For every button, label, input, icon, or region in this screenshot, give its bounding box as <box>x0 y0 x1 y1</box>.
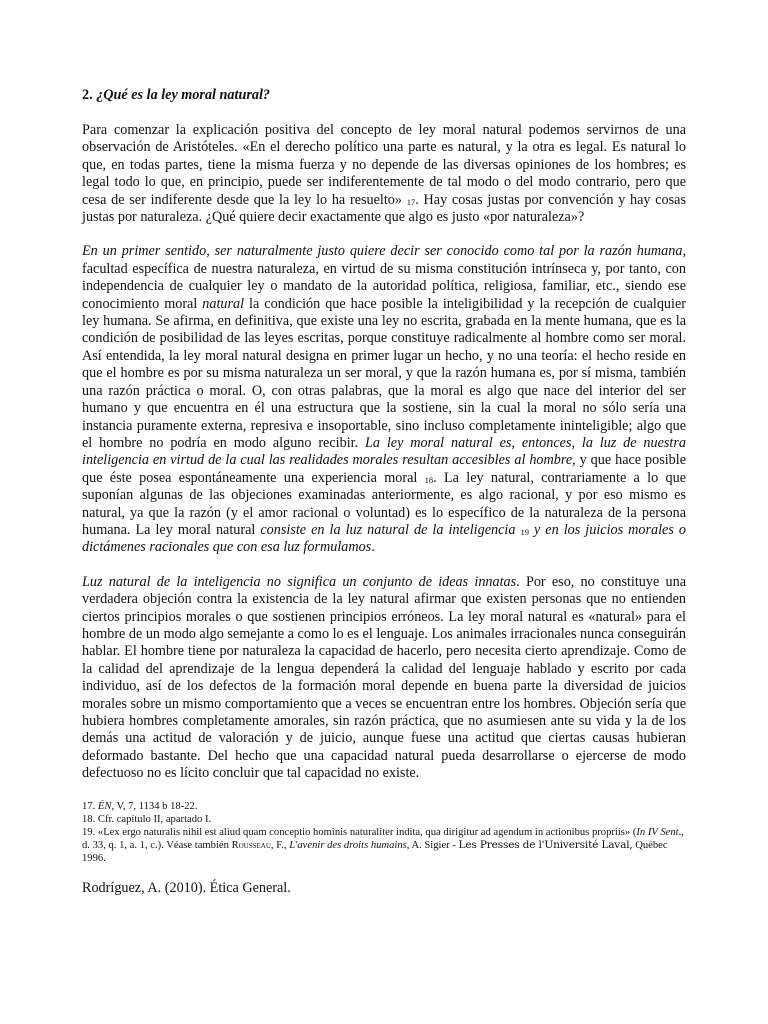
source-citation: Rodríguez, A. (2010). Ética General. <box>82 879 291 896</box>
italic-run: consiste en la luz natural de la inteligencia <box>260 521 521 538</box>
footnote-ref-19[interactable]: 19 <box>520 526 529 537</box>
italic-run: y en los juicios morales o dictámenes racionales que con esa luz formulamos <box>82 521 686 556</box>
footnote-ref-17[interactable]: 17 <box>406 196 416 207</box>
section-heading <box>82 86 686 104</box>
section-number: 2. <box>82 87 93 103</box>
publisher-run: Les Presses de l'Université Laval, <box>458 838 633 851</box>
text-run: . <box>371 539 375 556</box>
text-run: 19. «Lex ergo naturalis nihil est aliud quam conceptio hominis naturaliter indita, qua dirigitur ad agendum in actionibus propriis» ( <box>82 826 637 838</box>
footnotes <box>82 800 686 865</box>
text-run: , F., <box>270 839 290 851</box>
footnote-number: 17. <box>82 800 98 812</box>
italic-run: ÉN <box>97 800 112 812</box>
small-caps-run: Rousseau <box>231 839 271 851</box>
paragraph-2 <box>82 243 686 556</box>
italic-run: Luz natural de la inteligencia no significa un conjunto de ideas innatas <box>82 573 517 590</box>
text-run: . Hay cosas justas por convención y hay cosas justas por naturaleza. ¿Qué quiere decir exactamente que algo es justo «por naturaleza»? <box>82 191 686 226</box>
text-run: , A. Sigier - <box>406 839 459 851</box>
italic-run: En un primer sentido, ser naturalmente justo quiere decir ser conocido como tal por la razón humana <box>82 243 683 260</box>
footnote-ref-18[interactable]: 18 <box>424 474 434 485</box>
footnote-19 <box>82 826 686 865</box>
italic-run: natural <box>202 295 245 312</box>
paragraph-3 <box>82 574 686 783</box>
text-run: . La ley natural, contrariamente a lo que suponían algunas de las objeciones examinadas anteriormente, es algo racional, y por eso mismo es natural, ya que la razón (y el amor racional o voluntad) es lo específico de la naturaleza de la persona humana. La ley moral natural <box>82 469 686 538</box>
italic-run: La ley moral natural es, entonces, la luz de nuestra inteligencia en virtud de la cual las realidades morales resultan accesibles al hombre, <box>82 434 686 469</box>
text-run: la condición que hace posible la inteligibilidad y la recepción de cualquier ley humana. Se afirma, en definitiva, que existe una ley no escrita, grabada en la mente humana, que es la condición de posibilidad de las leyes escritas, porque constituye radicalmente al hombre como ser moral. Así entendida, la ley moral natural designa en primer lugar un hecho, y no una teoría: el hecho reside en que el hombre es por su misma naturaleza un ser moral, y que la razón humana es, por sí misma, también una razón práctica o moral. O, con otras palabras, que la moral es algo que nace del interior del ser humano y que encuentra en él una estructura que la sostiene, sin la cual la moral no sólo sería una instancia puramente externa, represiva e insoportable, sino incluso completamente ininteligible; algo que el hombre no podría en modo alguno recibir. <box>82 295 686 451</box>
text-run: y que hace posible que éste posea espontáneamente una experiencia moral <box>82 452 687 486</box>
footnote-18: 18. Cfr. capítulo II, apartado I. <box>82 813 212 825</box>
text-run: Para comenzar la explicación positiva del concepto de ley moral natural podemos servirnos de una observación de Aristóteles. «En el derecho político una parte es natural, y la otra es legal. Es natural lo que, en todas partes, tiene la misma fuerza y no depende de las diversas opiniones de los hombres; es legal todo lo que, en principio, puede ser indiferentemente de tal modo o del modo contrario, pero que cesa de ser indiferente desde que la ley lo ha resuelto» <box>82 122 686 208</box>
paragraph-1 <box>82 122 686 226</box>
text-run: . Por eso, no constituye una verdadera objeción contra la existencia de la ley natural afirmar que existen personas que no entienden ciertos principios morales o que sostienen principios erróneos. La ley moral natural es «natural» para el hombre de un modo algo semejante a como lo es el lenguaje. Los animales irracionales nunca conseguirán hablar. El hombre tiene por naturaleza la capacidad de hacerlo, pero necesita cierto aprendizaje. Como de la calidad del aprendizaje de la lengua dependerá la calidad del lenguaje hablado y escrito por cada individuo, así de los defectos de la formación moral depende en buena parte la diversidad de juicios morales sobre un mismo comportamiento que a veces se encuentran entre los hombres. Objeción sería que hubiera hombres completamente amorales, sin razón práctica, que no asumiesen ante su vida y la de los demás una actitud de valoración y de juicio, aunque fuese una actitud que ciertas causas hubieran deformado bastante. Del hecho que una capacidad natural pueda desarrollarse o ejercerse de modo defectuoso no es lícito concluir que tal capacidad no existe. <box>82 573 686 782</box>
italic-run: In IV Sent <box>636 826 679 838</box>
italic-run: L'avenir des droits humains <box>289 839 407 851</box>
text-run: , V, 7, 1134 b 18-22. <box>111 800 198 812</box>
text-run: ., d. 33, q. 1, a. 1, c.). Véase también <box>82 826 684 851</box>
text-run: , facultad específica de nuestra naturaleza, en virtud de su misma constitución intrínseca y, por tanto, con independencia de cualquier ley o mandato de la autoridad política, religiosa, familiar, etc., siendo ese conocimiento moral <box>82 243 686 312</box>
section-question: ¿Qué es la ley moral natural? <box>96 87 270 103</box>
text-run: Québec 1996. <box>82 839 668 864</box>
footnote-17 <box>82 800 686 813</box>
